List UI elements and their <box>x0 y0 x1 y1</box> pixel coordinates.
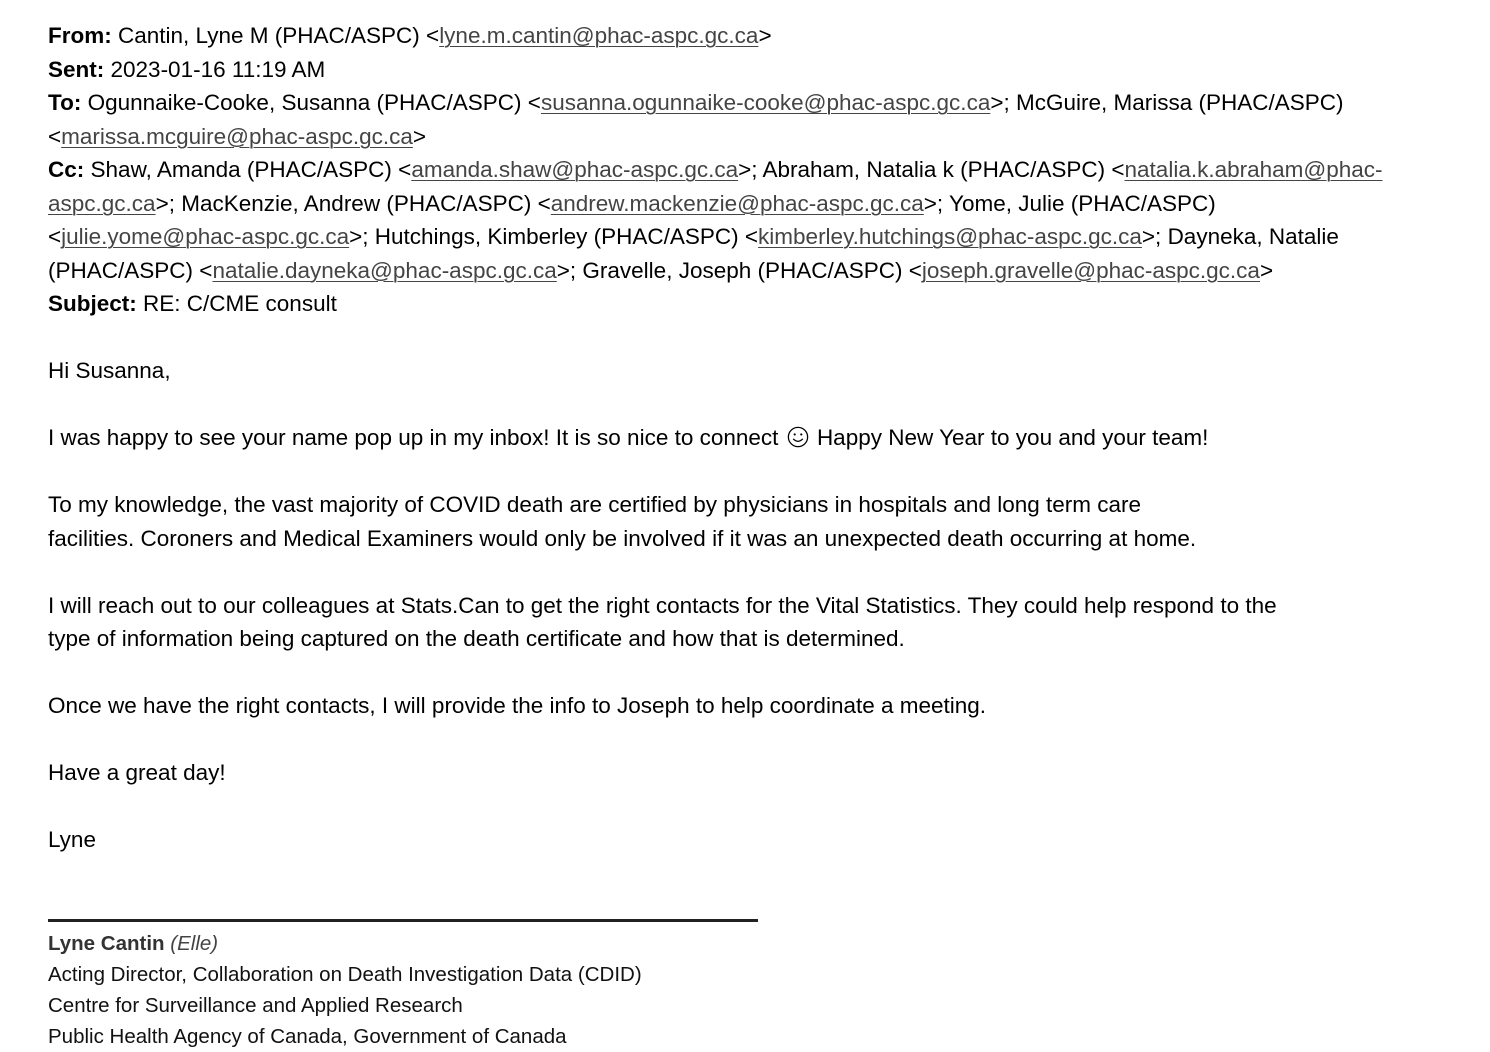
to-label: To: <box>48 90 82 115</box>
cc-recipient-email[interactable]: andrew.mackenzie@phac-aspc.gc.ca <box>550 190 924 216</box>
signature-centre: Centre for Surveillance and Applied Research <box>48 994 463 1017</box>
closing: Lyne <box>48 827 96 852</box>
cc-recipient-email[interactable]: joseph.gravelle@phac-aspc.gc.ca <box>921 257 1260 283</box>
cc-recipient-email[interactable]: amanda.shaw@phac-aspc.gc.ca <box>411 157 739 182</box>
subject-value: RE: C/CME consult <box>143 291 337 316</box>
cc-label: Cc: <box>48 157 85 182</box>
sent-value: 2023-01-16 11:19 AM <box>110 56 326 82</box>
from-email-link[interactable]: lyne.m.cantin@phac-aspc.gc.ca <box>439 23 759 48</box>
signature-title: Acting Director, Collaboration on Death Investigation Data (CDID) <box>48 963 642 986</box>
to-recipient-name: Ogunnaike-Cooke, Susanna (PHAC/ASPC) <box>87 90 522 115</box>
sent-label: Sent: <box>48 56 105 82</box>
email-signature <box>48 928 642 1052</box>
cc-recipient-name: MacKenzie, Andrew (PHAC/ASPC) <box>181 190 532 216</box>
cc-recipient-email[interactable]: julie.yome@phac-aspc.gc.ca <box>61 224 350 249</box>
greeting: Hi Susanna, <box>48 358 171 383</box>
signature-name: Lyne Cantin <box>48 932 165 955</box>
paragraph-2-line: To my knowledge, the vast majority of COVID death are certified by physicians in hospitals and long term care <box>48 492 1142 517</box>
from-name: Cantin, Lyne M (PHAC/ASPC) <box>118 23 420 48</box>
paragraph-3-line: I will reach out to our colleagues at Stats.Can to get the right contacts for the Vital Statistics. They could help respond to the <box>48 592 1277 618</box>
to-recipient-name: McGuire, Marissa (PHAC/ASPC) <box>1015 90 1344 115</box>
cc-recipient-name: Hutchings, Kimberley (PHAC/ASPC) <box>374 224 739 249</box>
cc-recipient-name: Dayneka, Natalie <box>1167 224 1339 249</box>
paragraph-5: Have a great day! <box>48 760 226 785</box>
to-recipient-email[interactable]: susanna.ogunnaike-cooke@phac-aspc.gc.ca <box>540 90 991 115</box>
cc-recipient-name: (PHAC/ASPC) <box>48 257 194 283</box>
from-line: From: Cantin, Lyne M (PHAC/ASPC) <lyne.m.cantin@phac-aspc.gc.ca> <box>48 23 772 48</box>
sent-line <box>48 53 1484 87</box>
signature-pronoun: (Elle) <box>170 932 219 955</box>
paragraph-1-text: I was happy to see your name pop up in my inbox! It is so nice to connect <box>48 425 779 450</box>
cc-email-part: aspc.gc.ca <box>48 190 156 216</box>
email-body <box>48 321 1484 857</box>
smiley-face-icon <box>787 426 809 448</box>
cc-recipient-email[interactable]: kimberley.hutchings@phac-aspc.gc.ca <box>758 224 1142 249</box>
paragraph-3 <box>48 589 1484 656</box>
signature-divider <box>48 919 758 922</box>
subject-line <box>48 287 1484 321</box>
signature-name-line <box>48 928 642 959</box>
paragraph-4: Once we have the right contacts, I will provide the info to Joseph to help coordinate a meeting. <box>48 693 987 718</box>
paragraph-1-text-after: Happy New Year to you and your team! <box>816 425 1209 450</box>
to-line: To: Ogunnaike-Cooke, Susanna (PHAC/ASPC) <susanna.ogunnaike-cooke@phac-aspc.gc.ca>; McGuire, Marissa (PHAC/ASPC) <marissa.mcguire@phac-aspc.gc.ca> <box>48 90 1344 149</box>
cc-line: Cc: Shaw, Amanda (PHAC/ASPC) <amanda.shaw@phac-aspc.gc.ca>; Abraham, Natalia k (PHAC/ASPC) <natalia.k.abraham@phac- aspc.gc.ca>; MacKenzie, Andrew (PHAC/ASPC) <andrew.mackenzie@phac-aspc.gc.ca>; Yome, Julie (PHAC/ASPC) <julie.yome@phac-aspc.gc.ca>; Hutchings, Kimberley (PHAC/ASPC) <kimberley.hutchings@phac-aspc.gc.ca>; Dayneka, Natalie (PHAC/ASPC) <natalie.dayneka@phac-aspc.gc.ca>; Gravelle, Joseph (PHAC/ASPC) <joseph.gravelle@phac-aspc.gc.ca> <box>48 157 1383 283</box>
cc-recipient-name: Gravelle, Joseph (PHAC/ASPC) <box>582 257 903 283</box>
signature-agency: Public Health Agency of Canada, Government of Canada <box>48 1025 567 1048</box>
cc-recipient-name: Yome, Julie (PHAC/ASPC) <box>949 190 1216 216</box>
paragraph-3-line: type of information being captured on the death certificate and how that is determined. <box>48 626 905 651</box>
subject-label: Subject: <box>48 291 137 316</box>
paragraph-2 <box>48 488 1484 555</box>
cc-recipient-name: Shaw, Amanda (PHAC/ASPC) <box>90 157 392 182</box>
cc-recipient-email[interactable]: natalie.dayneka@phac-aspc.gc.ca <box>212 257 557 283</box>
cc-recipient-name: Abraham, Natalia k (PHAC/ASPC) <box>762 157 1106 182</box>
email-document <box>48 19 1484 857</box>
paragraph-1 <box>48 421 1484 455</box>
from-label: From: <box>48 23 112 48</box>
paragraph-2-line: facilities. Coroners and Medical Examiners would only be involved if it was an unexpected death occurring at home. <box>48 525 1197 551</box>
email-header <box>48 19 1484 321</box>
cc-email-part: natalia.k.abraham@phac- <box>1124 157 1383 182</box>
to-recipient-email[interactable]: marissa.mcguire@phac-aspc.gc.ca <box>61 123 413 149</box>
